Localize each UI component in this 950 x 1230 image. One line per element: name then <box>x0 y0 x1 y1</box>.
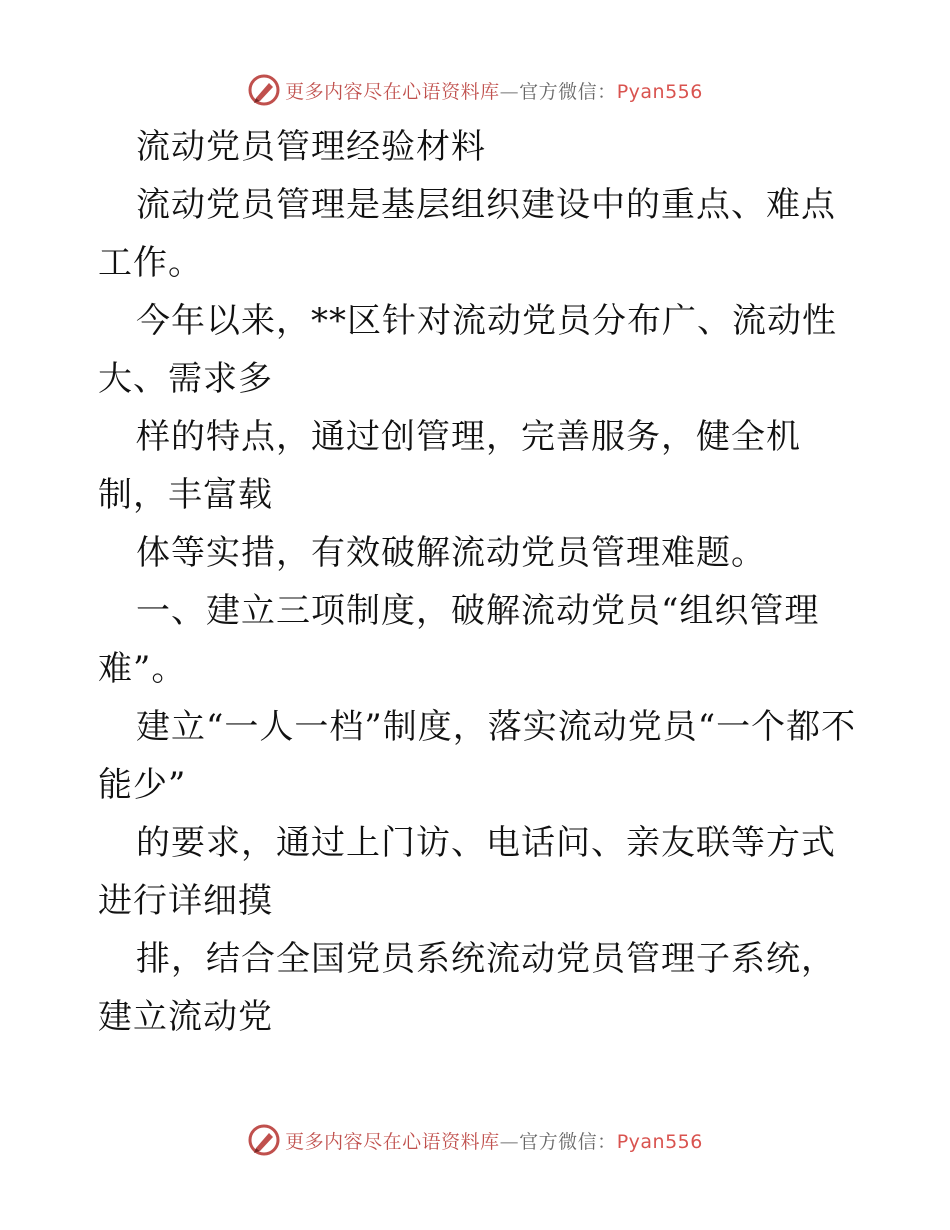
banner-text: 更多内容尽在心语资料库—官方微信：Pyan556 <box>285 80 703 103</box>
document-title: 流动党员管理经验材料 <box>136 127 486 167</box>
banner-text: 更多内容尽在心语资料库—官方微信：Pyan556 <box>285 1130 703 1153</box>
paragraph: 建立“一人一档”制度，落实流动党员“一个都不能少” <box>98 707 857 805</box>
footer-banner <box>0 1120 950 1160</box>
paragraph: 的要求，通过上门访、电话问、亲友联等方式进行详细摸 <box>98 823 836 921</box>
paragraph: 排，结合全国党员系统流动党员管理子系统，建立流动党 <box>98 939 836 1037</box>
document-body <box>98 118 858 1046</box>
header-banner <box>0 70 950 110</box>
section-heading: 一、建立三项制度，破解流动党员“组织管理难”。 <box>98 591 820 689</box>
paragraph: 今年以来，**区针对流动党员分布广、流动性大、需求多 <box>98 301 837 399</box>
pen-logo-icon <box>247 1123 281 1157</box>
paragraph: 样的特点，通过创管理，完善服务，健全机制，丰富载 <box>98 417 801 515</box>
pen-logo-icon <box>247 73 281 107</box>
paragraph: 流动党员管理是基层组织建设中的重点、难点工作。 <box>98 185 836 283</box>
paragraph: 体等实措，有效破解流动党员管理难题。 <box>136 533 766 573</box>
